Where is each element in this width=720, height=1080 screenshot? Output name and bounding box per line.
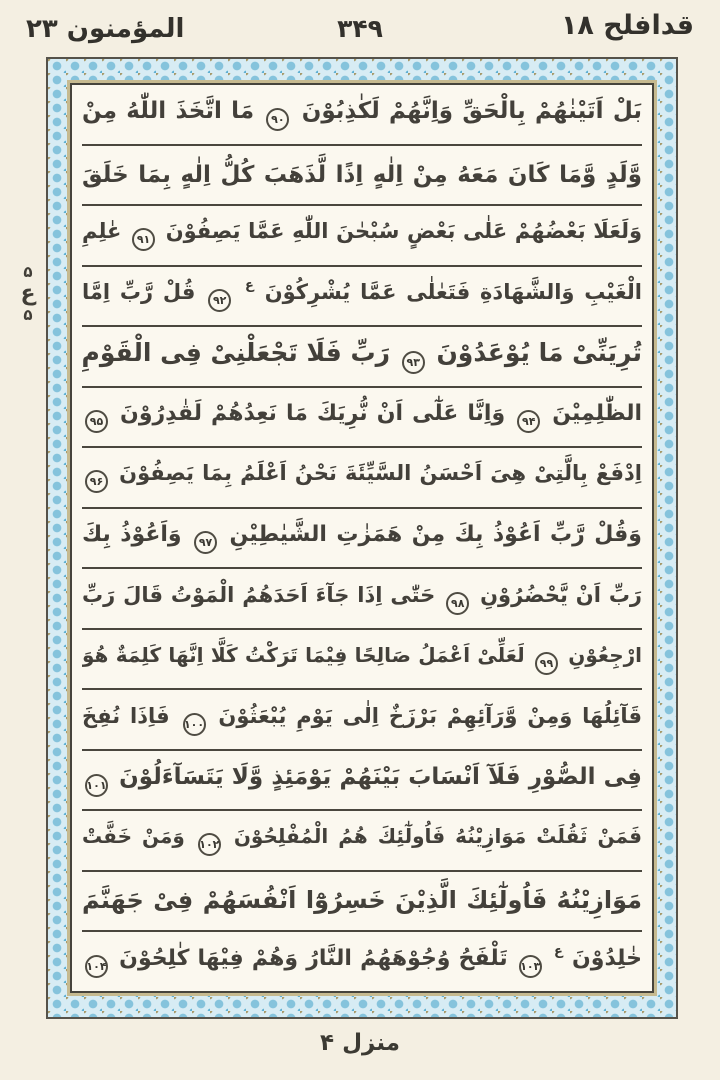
ayah-number-marker: ۹۰ [266, 108, 289, 131]
ruku-ain-mark: ع [245, 278, 254, 294]
surah-name-label: المؤمنون ۲۳ [26, 14, 185, 44]
quran-line-text: خٰلِدُوْنَ $^ع$ ۱۰۳ تَلْفَحُ وُجُوْهَهُمُ النَّارُ وَهُمْ فِيْهَا كٰلِحُوْنَ ۱۰۴ [82, 945, 642, 978]
quran-line-text: رَبِّ اَنْ يَّحْضُرُوْنِ ۹۸ حَتّٰى اِذَا جَآءَ اَحَدَهُمُ الْمَوْتُ قَالَ رَبِّ [82, 583, 642, 615]
ayah-number-marker: ۱۰۲ [198, 833, 221, 856]
ayah-number-marker: ۹۲ [208, 289, 231, 312]
quran-line [82, 932, 642, 991]
quran-line [82, 267, 642, 328]
page-header [0, 6, 720, 54]
quran-line-text: تُرِيَنِّىْ مَا يُوْعَدُوْنَ ۹۳ رَبِّ فَلَا تَجْعَلْنِىْ فِى الْقَوْمِ [82, 339, 642, 374]
quran-line [82, 146, 642, 207]
quran-line-text: بَلْ اَتَيْنٰهُمْ بِالْحَقِّ وَاِنَّهُمْ لَكٰذِبُوْنَ ۹۰ مَا اتَّخَذَ اللّٰهُ مِنْ [82, 98, 642, 131]
quran-line [82, 448, 642, 509]
quran-line [82, 690, 642, 751]
page-number: ۳۴۹ [337, 14, 383, 43]
quran-line [82, 569, 642, 630]
juz-name-label: قدافلح ۱۸ [560, 10, 694, 41]
quran-line [82, 811, 642, 872]
quran-line-text: الْغَيْبِ وَالشَّهَادَةِ فَتَعٰلٰى عَمَّا يُشْرِكُوْنَ $^ع$ ۹۲ قُلْ رَّبِّ اِمَّا [82, 279, 642, 312]
quran-line [82, 630, 642, 691]
ruku-number-top: ۵ [23, 263, 33, 281]
ruku-number-bottom: ۵ [23, 305, 33, 324]
quran-line-text: وَقُلْ رَّبِّ اَعُوْذُ بِكَ مِنْ هَمَزٰتِ الشَّيٰطِيْنِ ۹۷ وَاَعُوْذُ بِكَ [82, 522, 642, 554]
decorative-border-frame [46, 57, 678, 1019]
quran-line-text: فِى الصُّوْرِ فَلَآ اَنْسَابَ بَيْنَهُمْ يَوْمَئِذٍ وَّلَا يَتَسَآءَلُوْنَ ۱۰۱ [82, 764, 642, 797]
ayah-number-marker: ۹۴ [517, 410, 540, 433]
quran-line-text: اِدْفَعْ بِالَّتِىْ هِىَ اَحْسَنُ السَّيِّئَةَ نَحْنُ اَعْلَمُ بِمَا يَصِفُوْنَ ۹۶ [82, 461, 642, 493]
ayah-number-marker: ۹۳ [402, 351, 425, 374]
ayah-number-marker: ۹۵ [85, 410, 108, 433]
ayah-number-marker: ۹۹ [535, 652, 558, 675]
ayah-number-marker: ۹۷ [194, 531, 217, 554]
quran-line-text: مَوَازِيْنُهُ فَاُولٰٓئِكَ الَّذِيْنَ خَسِرُوْٓا اَنْفُسَهُمْ فِىْ جَهَنَّمَ [82, 886, 642, 915]
quran-line [82, 751, 642, 812]
quran-line-text: قَآئِلُهَا وَمِنْ وَّرَآئِهِمْ بَرْزَخٌ اِلٰى يَوْمِ يُبْعَثُوْنَ ۱۰۰ فَاِذَا نُفِخَ [82, 704, 642, 736]
ayah-number-marker: ۹۱ [132, 228, 155, 251]
ayah-number-marker: ۹۶ [85, 470, 108, 493]
manzil-footer [0, 1030, 720, 1056]
quran-line [82, 206, 642, 267]
quran-line-text: وَّلَدٍ وَّمَا كَانَ مَعَهُ مِنْ اِلٰهٍ اِذًا لَّذَهَبَ كُلُّ اِلٰهٍ بِمَا خَلَقَ [82, 161, 642, 188]
quran-line [82, 85, 642, 146]
ayah-number-marker: ۱۰۱ [85, 774, 108, 797]
quran-line [82, 872, 642, 933]
ayah-number-marker: ۹۸ [446, 592, 469, 615]
ruku-ain-symbol: ع [20, 280, 36, 306]
quran-line [82, 327, 642, 388]
quran-line-text: الظّٰلِمِيْنَ ۹۴ وَاِنَّا عَلٰٓى اَنْ نُّرِيَكَ مَا نَعِدُهُمْ لَقٰدِرُوْنَ ۹۵ [82, 401, 642, 433]
quran-line [82, 509, 642, 570]
quran-line-text: ارْجِعُوْنِ ۹۹ لَعَلِّىْ اَعْمَلُ صَالِحًا فِيْمَا تَرَكْتُ كَلَّا اِنَّهَا كَلِمَةٌ هُوَ [82, 644, 642, 675]
ayah-number-marker: ۱۰۳ [519, 955, 542, 978]
quran-line-text: فَمَنْ ثَقُلَتْ مَوَازِيْنُهُ فَاُولٰٓئِكَ هُمُ الْمُفْلِحُوْنَ ۱۰۲ وَمَنْ خَفَّتْ [82, 825, 642, 856]
ayah-number-marker: ۱۰۰ [183, 713, 206, 736]
ruku-ain-mark: ع [553, 944, 563, 960]
quran-line [82, 388, 642, 449]
quran-text-panel [70, 83, 654, 993]
ruku-margin-marker [12, 264, 44, 323]
ayah-number-marker: ۱۰۴ [85, 955, 108, 978]
quran-line-text: وَلَعَلَا بَعْضُهُمْ عَلٰى بَعْضٍ سُبْحٰنَ اللّٰهِ عَمَّا يَصِفُوْنَ ۹۱ عٰلِمِ [82, 219, 642, 251]
manzil-label: منزل ۴ [320, 1030, 400, 1056]
